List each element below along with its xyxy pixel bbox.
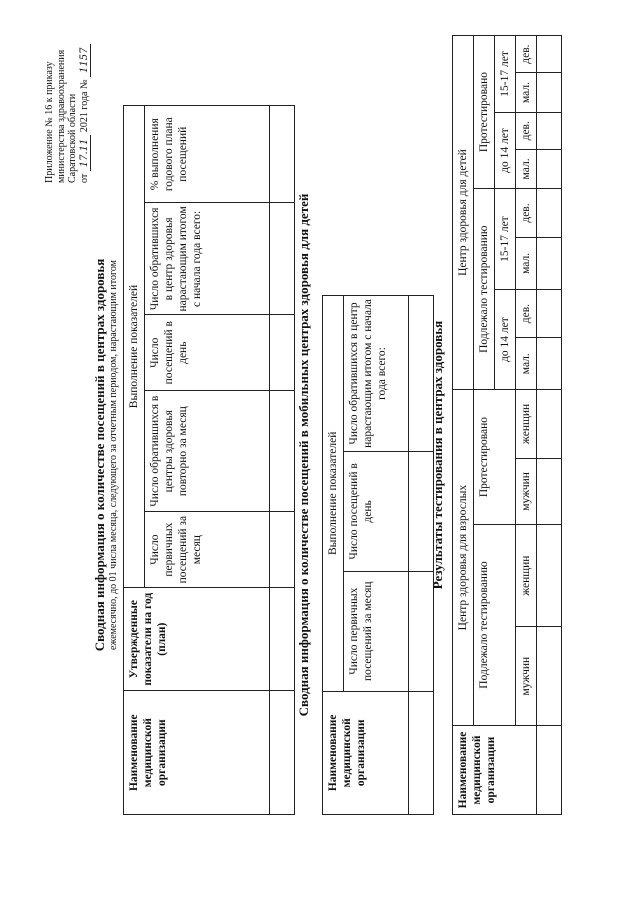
header-girls: дев. — [516, 189, 537, 238]
header-men: мужчин — [516, 627, 537, 726]
table-cell — [537, 189, 562, 238]
header-tested-age-under-14: до 14 лет — [495, 112, 516, 188]
table-cell — [537, 525, 562, 627]
header-children-center: Центр здоровья для детей — [453, 36, 474, 390]
header-age-15-17: 15-17 лет — [495, 189, 516, 290]
header-women: женщин — [516, 390, 537, 459]
header-cumulative-total: Число обратившихся в центр здоровья нарастающим итогом с начала года всего: — [145, 203, 270, 315]
table-cell — [270, 512, 295, 588]
section1-title: Сводная информация о количестве посещений в центрах здоровья — [92, 258, 107, 652]
header-girls: дев. — [516, 112, 537, 149]
header-boys: мал. — [516, 73, 537, 113]
table-cell — [270, 315, 295, 391]
header-adult-tested: Протестировано — [474, 390, 516, 525]
header-visits-per-day: Число посещений в день — [145, 315, 270, 391]
header-line-1: Приложение № 16 к приказу — [44, 61, 55, 183]
table-cell — [537, 627, 562, 726]
header-boys: мал. — [516, 338, 537, 390]
header-org-name: Наименование медицинской организации — [323, 691, 409, 814]
table-cell — [270, 391, 295, 512]
table-cell — [537, 390, 562, 459]
header-boys: мал. — [516, 149, 537, 189]
header-performance: Выполнение показателей — [323, 296, 344, 692]
section3-title: Результаты тестирования в центрах здоровья — [430, 320, 445, 590]
header-line-3: Саратовской области — [67, 93, 78, 183]
header-girls: дев. — [516, 36, 537, 73]
date-prefix: от — [78, 173, 90, 183]
table-cell — [537, 726, 562, 815]
section1-subtitle: ежемесячно, до 01 числа месяца, следующего за отчетным периодом, нарастающим итогом — [108, 259, 119, 651]
order-attachment-header — [44, 3, 90, 183]
header-women: женщин — [516, 525, 537, 627]
testing-results-table — [452, 35, 562, 815]
date-year: 2021 года — [78, 91, 90, 133]
header-adult-subject: Подлежало тестированию — [474, 525, 516, 726]
header-performance: Выполнение показателей — [124, 106, 145, 588]
header-org-name: Наименование медицинской организации — [124, 691, 270, 815]
header-adult-center: Центр здоровья для взрослых — [453, 390, 474, 726]
table-cell — [537, 237, 562, 289]
mobile-visits-table — [322, 295, 434, 815]
table-cell — [537, 338, 562, 390]
table-cell — [537, 149, 562, 189]
table-cell — [270, 106, 295, 203]
table-cell — [537, 289, 562, 337]
table-cell — [270, 691, 295, 815]
header-boys: мал. — [516, 237, 537, 289]
header-cumulative-total: Число обратившихся в центр нарастающим итогом с начала года всего: — [344, 296, 409, 452]
header-repeat-visits: Число обратившихся в центры здоровья повторно за месяц — [145, 391, 270, 512]
table-cell — [537, 36, 562, 73]
header-tested-age-15-17: 15-17 лет — [495, 36, 516, 113]
order-number-handwritten: 1157 — [79, 44, 91, 77]
table-cell — [270, 588, 295, 691]
header-first-visits: Число первичных посещений за месяц — [145, 512, 270, 588]
header-line-2: министерства здравоохранения — [55, 49, 67, 183]
header-visits-per-day: Число посещений в день — [344, 451, 409, 571]
header-girls: дев. — [516, 289, 537, 337]
table-cell — [537, 112, 562, 149]
header-plan-percent: % выполнения годового плана посещений — [145, 106, 270, 203]
header-age-under-14: до 14 лет — [495, 289, 516, 389]
header-date-line — [79, 3, 91, 183]
table-cell — [270, 203, 295, 315]
table-row — [270, 106, 295, 815]
table-cell — [537, 458, 562, 524]
header-annual-plan: Утвержденные показатели на год (план) — [124, 588, 270, 691]
number-prefix: № — [78, 79, 90, 90]
header-child-tested: Протестировано — [474, 36, 495, 189]
section2-title: Сводная информация о количестве посещений в мобильных центрах здоровья для детей — [296, 193, 311, 717]
table-row — [537, 36, 562, 815]
table-cell — [537, 73, 562, 113]
header-child-subject: Подлежало тестированию — [474, 189, 495, 390]
header-men: мужчин — [516, 458, 537, 524]
header-org-name: Наименование медицинской организации — [453, 726, 537, 815]
header-first-visits: Число первичных посещений за месяц — [344, 571, 409, 691]
date-day-handwritten: 17.11 — [79, 135, 91, 172]
visits-table — [123, 105, 295, 815]
